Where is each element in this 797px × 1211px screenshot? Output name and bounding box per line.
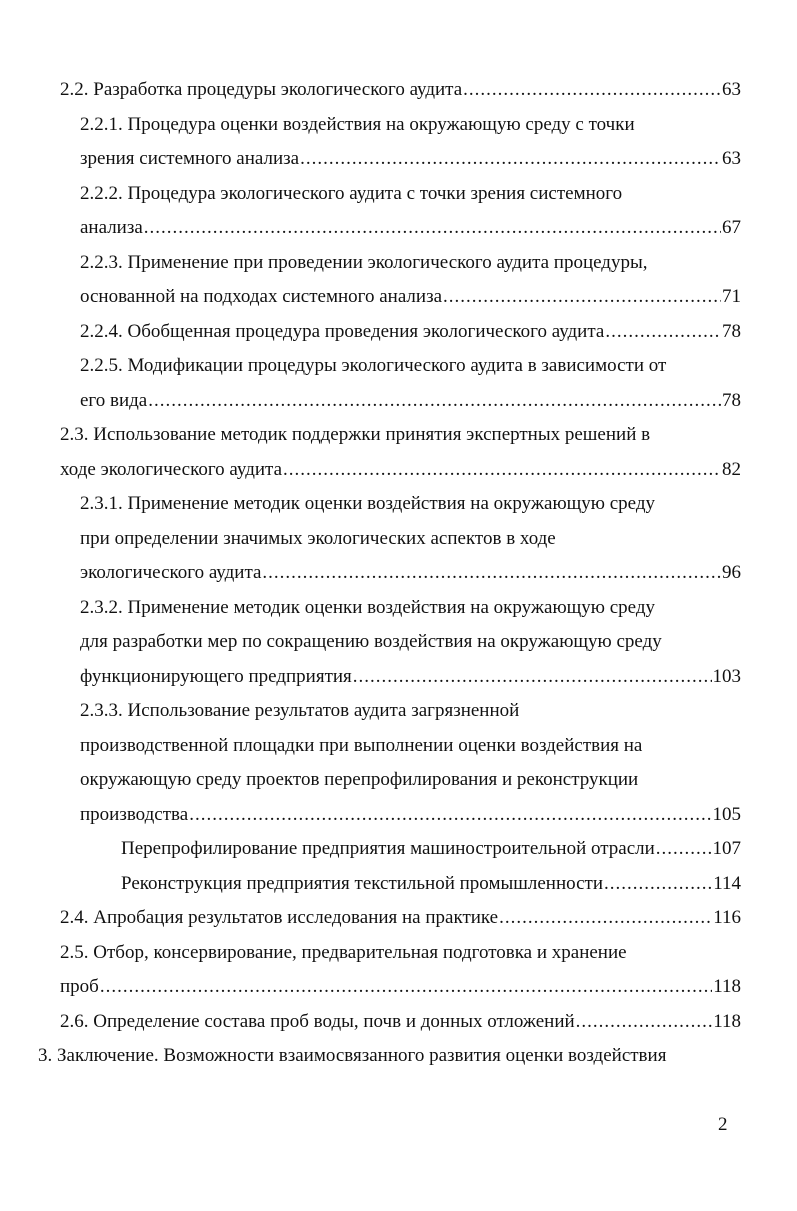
toc-entry: [80, 108, 797, 177]
toc-entry: [80, 177, 797, 246]
dot-leader: [576, 1005, 713, 1040]
toc-entry: [121, 832, 797, 867]
toc-entry-line: 2.3.3. Использование результатов аудита загрязненной: [80, 700, 520, 721]
toc-entry-leader-row: [60, 453, 741, 488]
toc-entry-line: для разработки мер по сокращению воздействия на окружающую среду: [80, 631, 662, 652]
toc-entry: [60, 418, 797, 487]
toc-entry: [60, 73, 797, 108]
dot-leader: [605, 315, 721, 350]
dot-leader: [353, 660, 712, 695]
toc-entry: [121, 867, 797, 902]
toc-entry: [80, 591, 797, 695]
page-number: 2: [718, 1114, 728, 1135]
toc-entry-leader-row: [80, 280, 741, 315]
toc-entry-line: 2.3.2. Применение методик оценки воздействия на окружающую среду: [80, 596, 655, 618]
toc-entry: [38, 1039, 797, 1074]
toc-entry-page: 114: [713, 872, 741, 894]
toc-entry-line: окружающую среду проектов перепрофилирования и реконструкции: [80, 769, 639, 790]
toc-entry-leader-row: [80, 660, 741, 695]
toc-entry: [80, 694, 797, 832]
dot-leader: [300, 142, 721, 177]
toc-entry-title: 2.4. Апробация результатов исследования на практике: [60, 907, 499, 928]
toc-entry-title: производства: [80, 803, 189, 825]
toc-entry-leader-row: [80, 798, 741, 833]
toc-entry-line: 2.2.5. Модификации процедуры экологического аудита в зависимости от: [80, 355, 667, 376]
toc-entry-leader-row: [121, 832, 741, 867]
toc-entry-page: 103: [712, 665, 741, 687]
toc-entry-title: зрения системного анализа: [80, 148, 300, 169]
toc-entry-leader-row: [80, 142, 741, 177]
dot-leader: [262, 556, 721, 591]
toc-entry: [80, 315, 797, 350]
toc-entry-leader-row: [60, 970, 741, 1005]
toc-entry-page: 107: [712, 838, 741, 859]
toc-entry-leader-row: [60, 901, 741, 936]
toc-entry-title: Реконструкция предприятия текстильной промышленности: [121, 872, 603, 894]
toc-entry-line: 2.3.1. Применение методик оценки воздействия на окружающую среду: [80, 493, 655, 514]
toc-entry-page: 78: [722, 320, 741, 342]
dot-leader: [463, 73, 721, 108]
table-of-contents: [0, 73, 797, 1074]
toc-entry-title: экологического аудита: [80, 562, 262, 583]
toc-entry: [80, 349, 797, 418]
toc-entry-line: производственной площадки при выполнении оценки воздействия на: [80, 734, 643, 756]
toc-entry-line: 3. Заключение. Возможности взаимосвязанного развития оценки воздействия: [38, 1045, 667, 1066]
toc-entry-leader-row: [121, 867, 741, 902]
toc-entry-page: 71: [722, 286, 741, 307]
toc-entry-leader-row: [60, 1005, 741, 1040]
toc-entry-page: 63: [722, 79, 741, 100]
dot-leader: [283, 453, 721, 488]
toc-entry: [60, 901, 797, 936]
toc-entry: [60, 936, 797, 1005]
toc-entry-title: функционирующего предприятия: [80, 665, 352, 687]
toc-entry-page: 82: [722, 458, 741, 480]
toc-entry-page: 63: [722, 148, 741, 169]
toc-entry-page: 118: [713, 976, 741, 997]
toc-entry-title: основанной на подходах системного анализа: [80, 286, 443, 307]
toc-entry-page: 118: [713, 1010, 741, 1032]
toc-entry-page: 96: [722, 562, 741, 583]
toc-entry: [60, 1005, 797, 1040]
toc-entry-line: 2.3. Использование методик поддержки принятия экспертных решений в: [60, 424, 651, 445]
toc-entry-leader-row: [80, 556, 741, 591]
toc-entry-title: анализа: [80, 217, 143, 238]
toc-entry-page: 105: [712, 803, 741, 825]
toc-entry-title: 2.6. Определение состава проб воды, почв и донных отложений: [60, 1010, 575, 1032]
toc-entry-page: 116: [713, 907, 741, 928]
toc-entry-leader-row: [60, 73, 741, 108]
toc-entry-leader-row: [80, 384, 741, 419]
toc-entry: [80, 246, 797, 315]
toc-entry-line: 2.2.3. Применение при проведении экологического аудита процедуры,: [80, 251, 648, 273]
toc-entry-title: 2.2.4. Обобщенная процедура проведения экологического аудита: [80, 320, 605, 342]
toc-entry-title: ходе экологического аудита: [60, 458, 282, 480]
dot-leader: [499, 901, 712, 936]
toc-entry-title: проб: [60, 976, 99, 997]
toc-entry-page: 67: [722, 217, 741, 238]
toc-entry-page: 78: [722, 389, 741, 411]
toc-entry-line: 2.2.1. Процедура оценки воздействия на окружающую среду с точки: [80, 113, 635, 135]
toc-entry-line: 2.2.2. Процедура экологического аудита с точки зрения системного: [80, 182, 623, 204]
dot-leader: [604, 867, 712, 902]
toc-entry: [80, 487, 797, 591]
dot-leader: [148, 384, 721, 419]
toc-entry-line: 2.5. Отбор, консервирование, предварительная подготовка и хранение: [60, 941, 627, 963]
toc-entry-leader-row: [80, 211, 741, 246]
toc-entry-title: его вида: [80, 389, 148, 411]
toc-entry-title: Перепрофилирование предприятия машиностроительной отрасли: [121, 838, 655, 859]
dot-leader: [144, 211, 721, 246]
dot-leader: [189, 798, 711, 833]
dot-leader: [100, 970, 712, 1005]
toc-entry-line: при определении значимых экологических аспектов в ходе: [80, 527, 556, 549]
dot-leader: [443, 280, 721, 315]
toc-entry-leader-row: [80, 315, 741, 350]
dot-leader: [656, 832, 712, 867]
toc-entry-title: 2.2. Разработка процедуры экологического аудита: [60, 79, 463, 100]
